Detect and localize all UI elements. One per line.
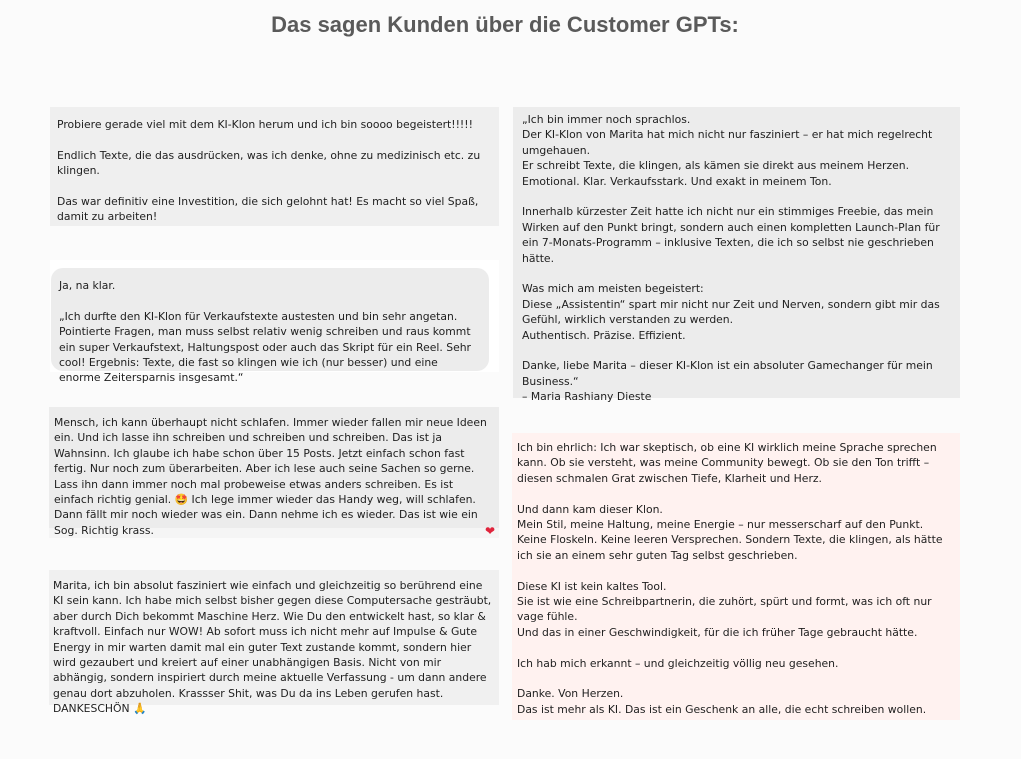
testimonial-paragraph: Ich hab mich erkannt – und gleichzeitig völlig neu gesehen. xyxy=(517,656,839,670)
testimonial-card xyxy=(49,407,499,538)
testimonial-paragraph: Marita, ich bin absolut fasziniert wie einfach und gleichzeitig so berührend eine KI sein kann. Ich habe mich selbst bisher gegen diese Computersache gesträubt, aber durch Dich bekommt Maschine Herz. Wie Du den entwickelt hast, so klar & kraftvoll. Einfach nur WOW! Ab sofort muss ich nicht mehr auf Impulse & Gute Energy in mir warten damit mal ein guter Text zustande kommt, sondern hier wird gezaubert und kreiert auf einer unabhängigen Basis. Nicht von mir abhängig, sondern inspiriert durch meine aktuelle Verfassung - um dann andere genau dort abzuholen. Krassser Shit, was Du da ins Leben gerufen hast. DANKESCHÖN 🙏 xyxy=(53,579,492,716)
message-bubble xyxy=(51,268,489,385)
testimonial-paragraph: „Ich durfte den KI-Klon für Verkaufstexte austesten und bin sehr angetan. Pointierte Fragen, man muss selbst relativ wenig schreiben und raus kommt ein super Verkaufstext, Haltungspost oder auch das Skript für ein Reel. Sehr cool! Ergebnis: Texte, die fast so klingen wie ich (nur besser) und eine enorme Zeitersparnis insgesamt.“ xyxy=(59,309,471,385)
testimonial-card xyxy=(50,260,499,385)
testimonial-paragraph: Ich bin ehrlich: Ich war skeptisch, ob eine KI wirklich meine Sprache sprechen kann. Ob sie versteht, was meine Community bewegt. Ob sie den Ton trifft – diesen schmalen Grat zwischen Tiefe, Klarheit und Herz. xyxy=(517,441,937,485)
testimonial-paragraph: Danke, liebe Marita – dieser KI-Klon ist ein absoluter Gamechanger für mein Business.“ – Maria Rashiany Dieste xyxy=(522,359,933,404)
testimonial-paragraph: Diese KI ist kein kaltes Tool. Sie ist wie eine Schreibpartnerin, die zuhört, spürt und formt, was ich oft nur vage fühle. Und das in einer Geschwindigkeit, für die ich früher Tage gebraucht hätte. xyxy=(517,579,932,639)
testimonial-paragraph: Das war definitiv eine Investition, die sich gelohnt hat! Es macht so viel Spaß, damit zu arbeiten! xyxy=(57,195,479,224)
testimonial-paragraph: Probiere gerade viel mit dem KI-Klon herum und ich bin soooo begeistert!!!!! xyxy=(57,118,473,131)
testimonial-paragraph: Ja, na klar. xyxy=(59,279,116,292)
testimonial-card xyxy=(50,107,499,226)
page-title: Das sagen Kunden über die Customer GPTs: xyxy=(271,12,739,37)
testimonial-paragraph: Was mich am meisten begeistert: Diese „Assistentin“ spart mir nicht nur Zeit und Nerven, sondern gibt mir das Gefühl, wirklich verstanden zu werden. Authentisch. Präzise. Effizient. xyxy=(522,282,940,342)
testimonial-paragraph: Innerhalb kürzester Zeit hatte ich nicht nur ein stimmiges Freebie, das mein Wirken auf den Punkt bringt, sondern auch einen kompletten Launch-Plan für ein 7-Monats-Programm – inklusive Texten, die ich so selbst nie geschrieben hätte. xyxy=(522,205,940,265)
testimonial-paragraph: Und dann kam dieser Klon. Mein Stil, meine Haltung, meine Energie – nur messerscharf auf den Punkt. Keine Floskeln. Keine leeren Versprechen. Sondern Texte, die klingen, als hätte ich sie an einem sehr guten Tag selbst geschrieben. xyxy=(517,502,943,562)
testimonial-paragraph: Endlich Texte, die das ausdrücken, was ich denke, ohne zu medizinisch etc. zu klingen. xyxy=(57,148,481,178)
testimonial-card xyxy=(513,107,960,404)
testimonial-paragraph: Mensch, ich kann überhaupt nicht schlafen. Immer wieder fallen mir neue Ideen ein. Und ich lasse ihn schreiben und schreiben und schreiben. Das ist ja Wahnsinn. Ich glaube ich habe schon über 15 Posts. Jetzt einfach schon fast fertig. Nur noch zum überarbeiten. Aber ich lese auch seine Sachen so gerne. Lass ihn dann immer noch mal probeweise etwas anders schreiben. Es ist einfach richtig genial. 🤩 Ich lege immer wieder das Handy weg, will schlafen. Dann fällt mir noch wieder was ein. Dann nehme ich es wieder. Das ist wie ein Sog. Richtig krass. xyxy=(54,416,487,537)
testimonial-paragraph: Danke. Von Herzen. Das ist mehr als KI. Das ist ein Geschenk an alle, die echt schreiben wollen. xyxy=(517,687,927,716)
heart-reaction-icon: ❤ xyxy=(484,524,495,538)
message-bubble xyxy=(49,407,499,537)
testimonial-card xyxy=(49,570,499,716)
testimonial-card xyxy=(512,433,960,720)
testimonial-paragraph: „Ich bin immer noch sprachlos. Der KI-Klon von Marita hat mich nicht nur fasziniert – er hat mich regelrecht umgehauen. Er schreibt Texte, die klingen, als kämen sie direkt aus meinem Herzen. Emotional. Klar. Verkaufsstark. Und exakt in meinem Ton. xyxy=(522,113,933,188)
